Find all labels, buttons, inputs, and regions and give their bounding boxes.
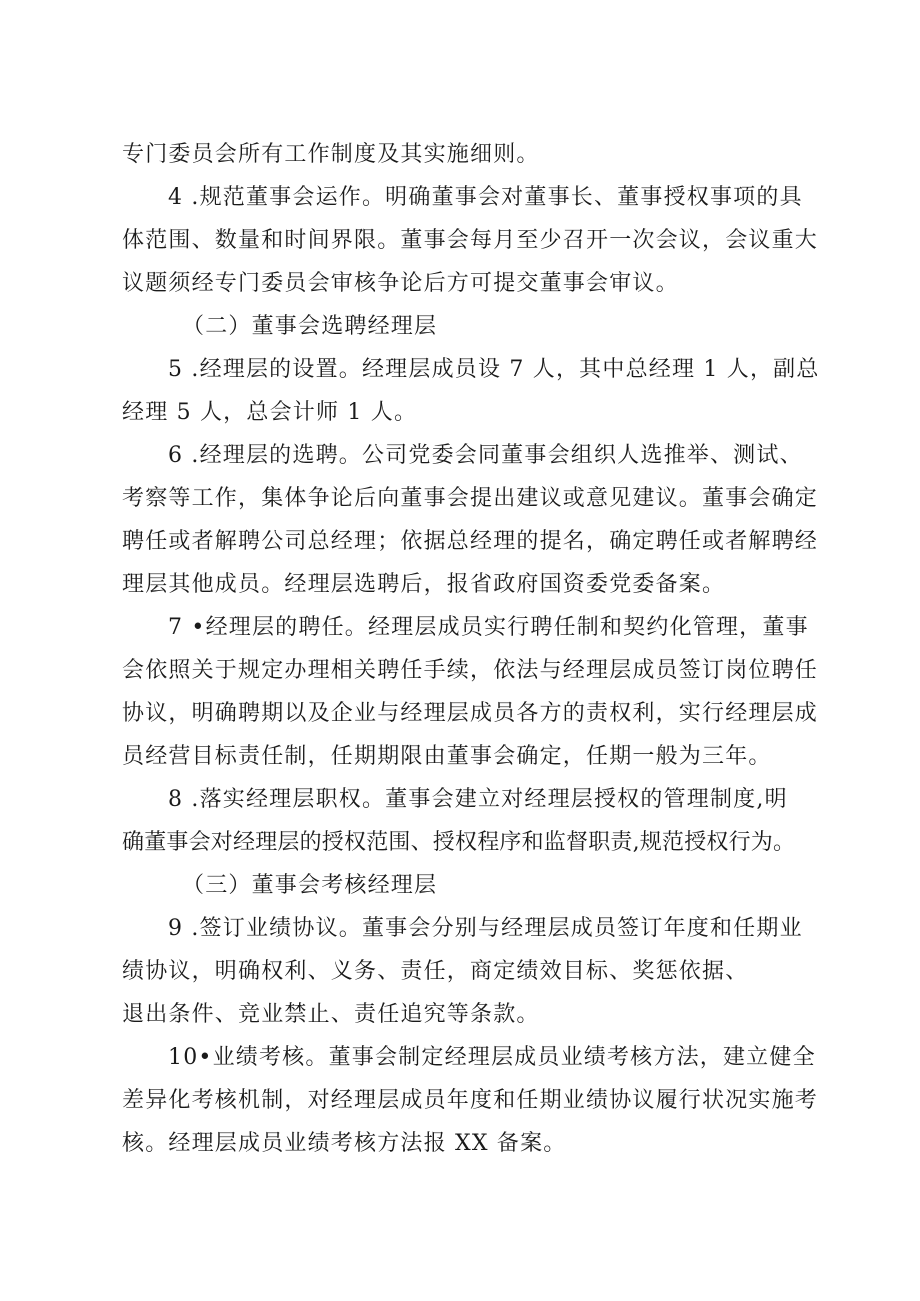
- text-line: 核。经理层成员业绩考核方法报 XX 备案。: [122, 1131, 567, 1156]
- text-line: 确董事会对经理层的授权范围、授权程序和监督职责,规范授权行为。: [122, 830, 796, 855]
- paragraph-7-line: 7 •经理层的聘任。经理层成员实行聘任制和契约化管理，董事: [168, 615, 809, 640]
- paragraph-6-line: 6 .经理层的选聘。公司党委会同董事会组织人选推举、测试、: [168, 443, 803, 468]
- paragraph-5-line: 5 .经理层的设置。经理层成员设 7 人，其中总经理 1 人，副总: [168, 357, 820, 382]
- text-line: 绩协议，明确权利、义务、责任，商定绩效目标、奖惩依据、: [122, 959, 749, 984]
- text-line: 专门委员会所有工作制度及其实施细则。: [122, 142, 540, 167]
- text-line: 协议，明确聘期以及企业与经理层成员各方的责权利，实行经理层成: [122, 701, 819, 726]
- paragraph-8-line: 8 .落实经理层职权。董事会建立对经理层授权的管理制度,明: [168, 787, 788, 812]
- paragraph-10-line: 10•业绩考核。董事会制定经理层成员业绩考核方法，建立健全: [168, 1045, 816, 1070]
- text-line: 员经营目标责任制，任期期限由董事会确定，任期一般为三年。: [122, 744, 772, 769]
- paragraph-4-line: 4 .规范董事会运作。明确董事会对董事长、董事授权事项的具: [168, 185, 803, 210]
- text-line: 会依照关于规定办理相关聘任手续，依法与经理层成员签订岗位聘任: [122, 658, 819, 683]
- text-line: 聘任或者解聘公司总经理；依据总经理的提名，确定聘任或者解聘经: [122, 529, 819, 554]
- text-line: 退出条件、竞业禁止、责任追究等条款。: [122, 1002, 540, 1027]
- paragraph-9-line: 9 .签订业绩协议。董事会分别与经理层成员签订年度和任期业: [168, 916, 803, 941]
- text-line: 理层其他成员。经理层选聘后，报省政府国资委党委备案。: [122, 572, 726, 597]
- text-line: 差异化考核机制，对经理层成员年度和任期业绩协议履行状况实施考: [122, 1088, 819, 1113]
- text-line: 考察等工作，集体争论后向董事会提出建议或意见建议。董事会确定: [122, 486, 819, 511]
- section-heading-3: （三）董事会考核经理层: [182, 873, 438, 898]
- section-heading-2: （二）董事会选聘经理层: [182, 314, 438, 339]
- text-line: 议题须经专门委员会审核争论后方可提交董事会审议。: [122, 271, 679, 296]
- text-line: 体范围、数量和时间界限。董事会每月至少召开一次会议，会议重大: [122, 228, 819, 253]
- text-line: 经理 5 人，总会计师 1 人。: [122, 400, 418, 425]
